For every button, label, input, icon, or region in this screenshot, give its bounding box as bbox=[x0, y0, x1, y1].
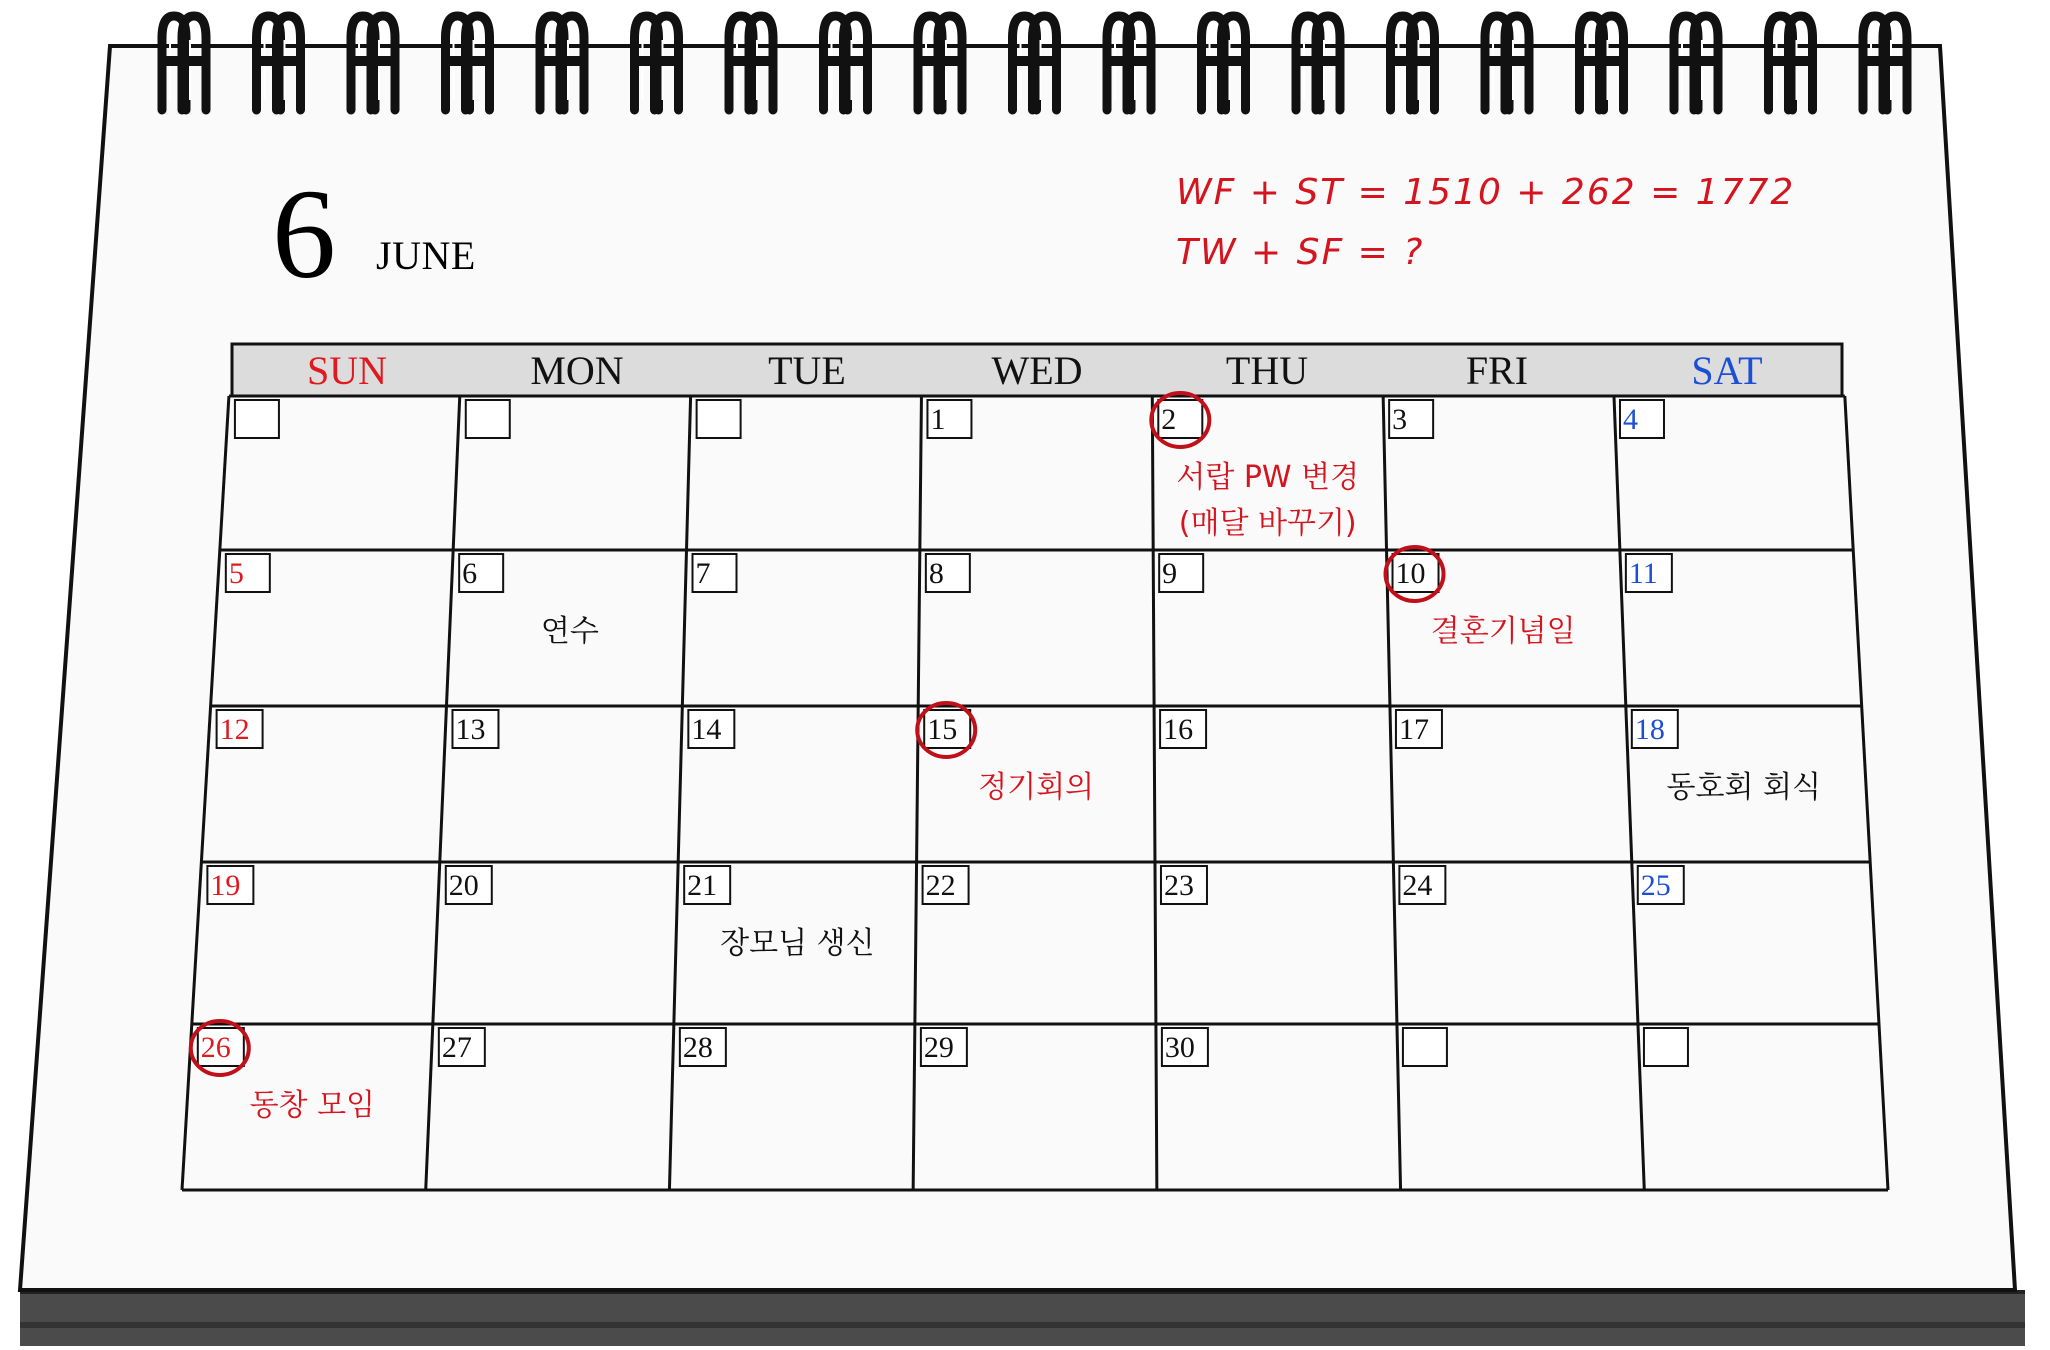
day-16[interactable]: 16 bbox=[1163, 713, 1194, 746]
day-14[interactable]: 14 bbox=[691, 713, 722, 746]
weekday-mon: MON bbox=[530, 347, 624, 393]
day-number-box bbox=[235, 400, 279, 438]
spiral-ring bbox=[631, 16, 683, 110]
day-20[interactable]: 20 bbox=[448, 869, 479, 902]
event-21: 장모님 생신 bbox=[720, 926, 875, 961]
event-15: 정기회의 bbox=[978, 770, 1095, 805]
day-30[interactable]: 30 bbox=[1164, 1031, 1195, 1064]
weekday-wed: WED bbox=[991, 347, 1083, 393]
day-13[interactable]: 13 bbox=[455, 713, 486, 746]
weekday-tue: TUE bbox=[768, 347, 846, 393]
day-29[interactable]: 29 bbox=[923, 1031, 954, 1064]
spiral-ring bbox=[1387, 16, 1439, 110]
day-24[interactable]: 24 bbox=[1402, 869, 1433, 902]
spiral-ring bbox=[347, 16, 399, 110]
day-21[interactable]: 21 bbox=[687, 869, 718, 902]
spiral-ring bbox=[820, 16, 872, 110]
puzzle-line-2: TW + SF = ? bbox=[1176, 232, 1425, 273]
spiral-ring bbox=[1765, 16, 1817, 110]
day-6[interactable]: 6 bbox=[462, 557, 478, 590]
event-2b: (매달 바꾸기) bbox=[1178, 506, 1357, 541]
spiral-ring bbox=[1481, 16, 1533, 110]
puzzle-line-1: WF + ST = 1510 + 262 = 1772 bbox=[1176, 172, 1796, 213]
day-5[interactable]: 5 bbox=[228, 557, 244, 590]
day-number-box bbox=[1403, 1028, 1447, 1066]
event-6: 연수 bbox=[540, 614, 599, 649]
weekday-sat: SAT bbox=[1691, 347, 1763, 393]
spiral-ring bbox=[253, 16, 305, 110]
day-8[interactable]: 8 bbox=[928, 557, 944, 590]
day-1[interactable]: 1 bbox=[930, 403, 946, 436]
day-18[interactable]: 18 bbox=[1634, 713, 1665, 746]
day-27[interactable]: 27 bbox=[441, 1031, 472, 1064]
day-19[interactable]: 19 bbox=[210, 869, 241, 902]
day-number-box bbox=[466, 400, 510, 438]
day-23[interactable]: 23 bbox=[1163, 869, 1194, 902]
spiral-ring bbox=[442, 16, 494, 110]
spiral-ring bbox=[914, 16, 966, 110]
spiral-ring bbox=[158, 16, 210, 110]
day-7[interactable]: 7 bbox=[695, 557, 711, 590]
day-25[interactable]: 25 bbox=[1640, 869, 1671, 902]
spiral-ring bbox=[725, 16, 777, 110]
event-18: 동호회 회식 bbox=[1666, 770, 1821, 805]
event-2: 서랍 PW 변경 bbox=[1176, 460, 1360, 495]
day-10[interactable]: 10 bbox=[1395, 557, 1426, 590]
event-10: 결혼기념일 bbox=[1430, 614, 1576, 649]
day-15[interactable]: 15 bbox=[927, 713, 958, 746]
day-11[interactable]: 11 bbox=[1628, 557, 1658, 590]
spiral-ring bbox=[1009, 16, 1061, 110]
event-26: 동창 모임 bbox=[249, 1088, 376, 1123]
day-17[interactable]: 17 bbox=[1398, 713, 1429, 746]
day-3[interactable]: 3 bbox=[1392, 403, 1408, 436]
day-28[interactable]: 28 bbox=[682, 1031, 713, 1064]
weekday-sun: SUN bbox=[306, 347, 388, 393]
day-9[interactable]: 9 bbox=[1162, 557, 1178, 590]
spiral-ring bbox=[1859, 16, 1911, 110]
spiral-ring bbox=[1670, 16, 1722, 110]
day-12[interactable]: 12 bbox=[219, 713, 250, 746]
day-2[interactable]: 2 bbox=[1161, 403, 1177, 436]
day-26[interactable]: 26 bbox=[200, 1031, 231, 1064]
spiral-ring bbox=[1198, 16, 1250, 110]
spiral-ring bbox=[1292, 16, 1344, 110]
day-number-box bbox=[697, 400, 741, 438]
weekday-thu: THU bbox=[1225, 347, 1309, 393]
day-22[interactable]: 22 bbox=[925, 869, 956, 902]
month-name: JUNE bbox=[376, 233, 476, 278]
spiral-ring bbox=[536, 16, 588, 110]
month-number: 6 bbox=[272, 163, 336, 305]
spiral-ring bbox=[1103, 16, 1155, 110]
spiral-ring bbox=[1576, 16, 1628, 110]
day-4[interactable]: 4 bbox=[1622, 403, 1638, 436]
weekday-fri: FRI bbox=[1465, 347, 1529, 393]
day-number-box bbox=[1644, 1028, 1688, 1066]
